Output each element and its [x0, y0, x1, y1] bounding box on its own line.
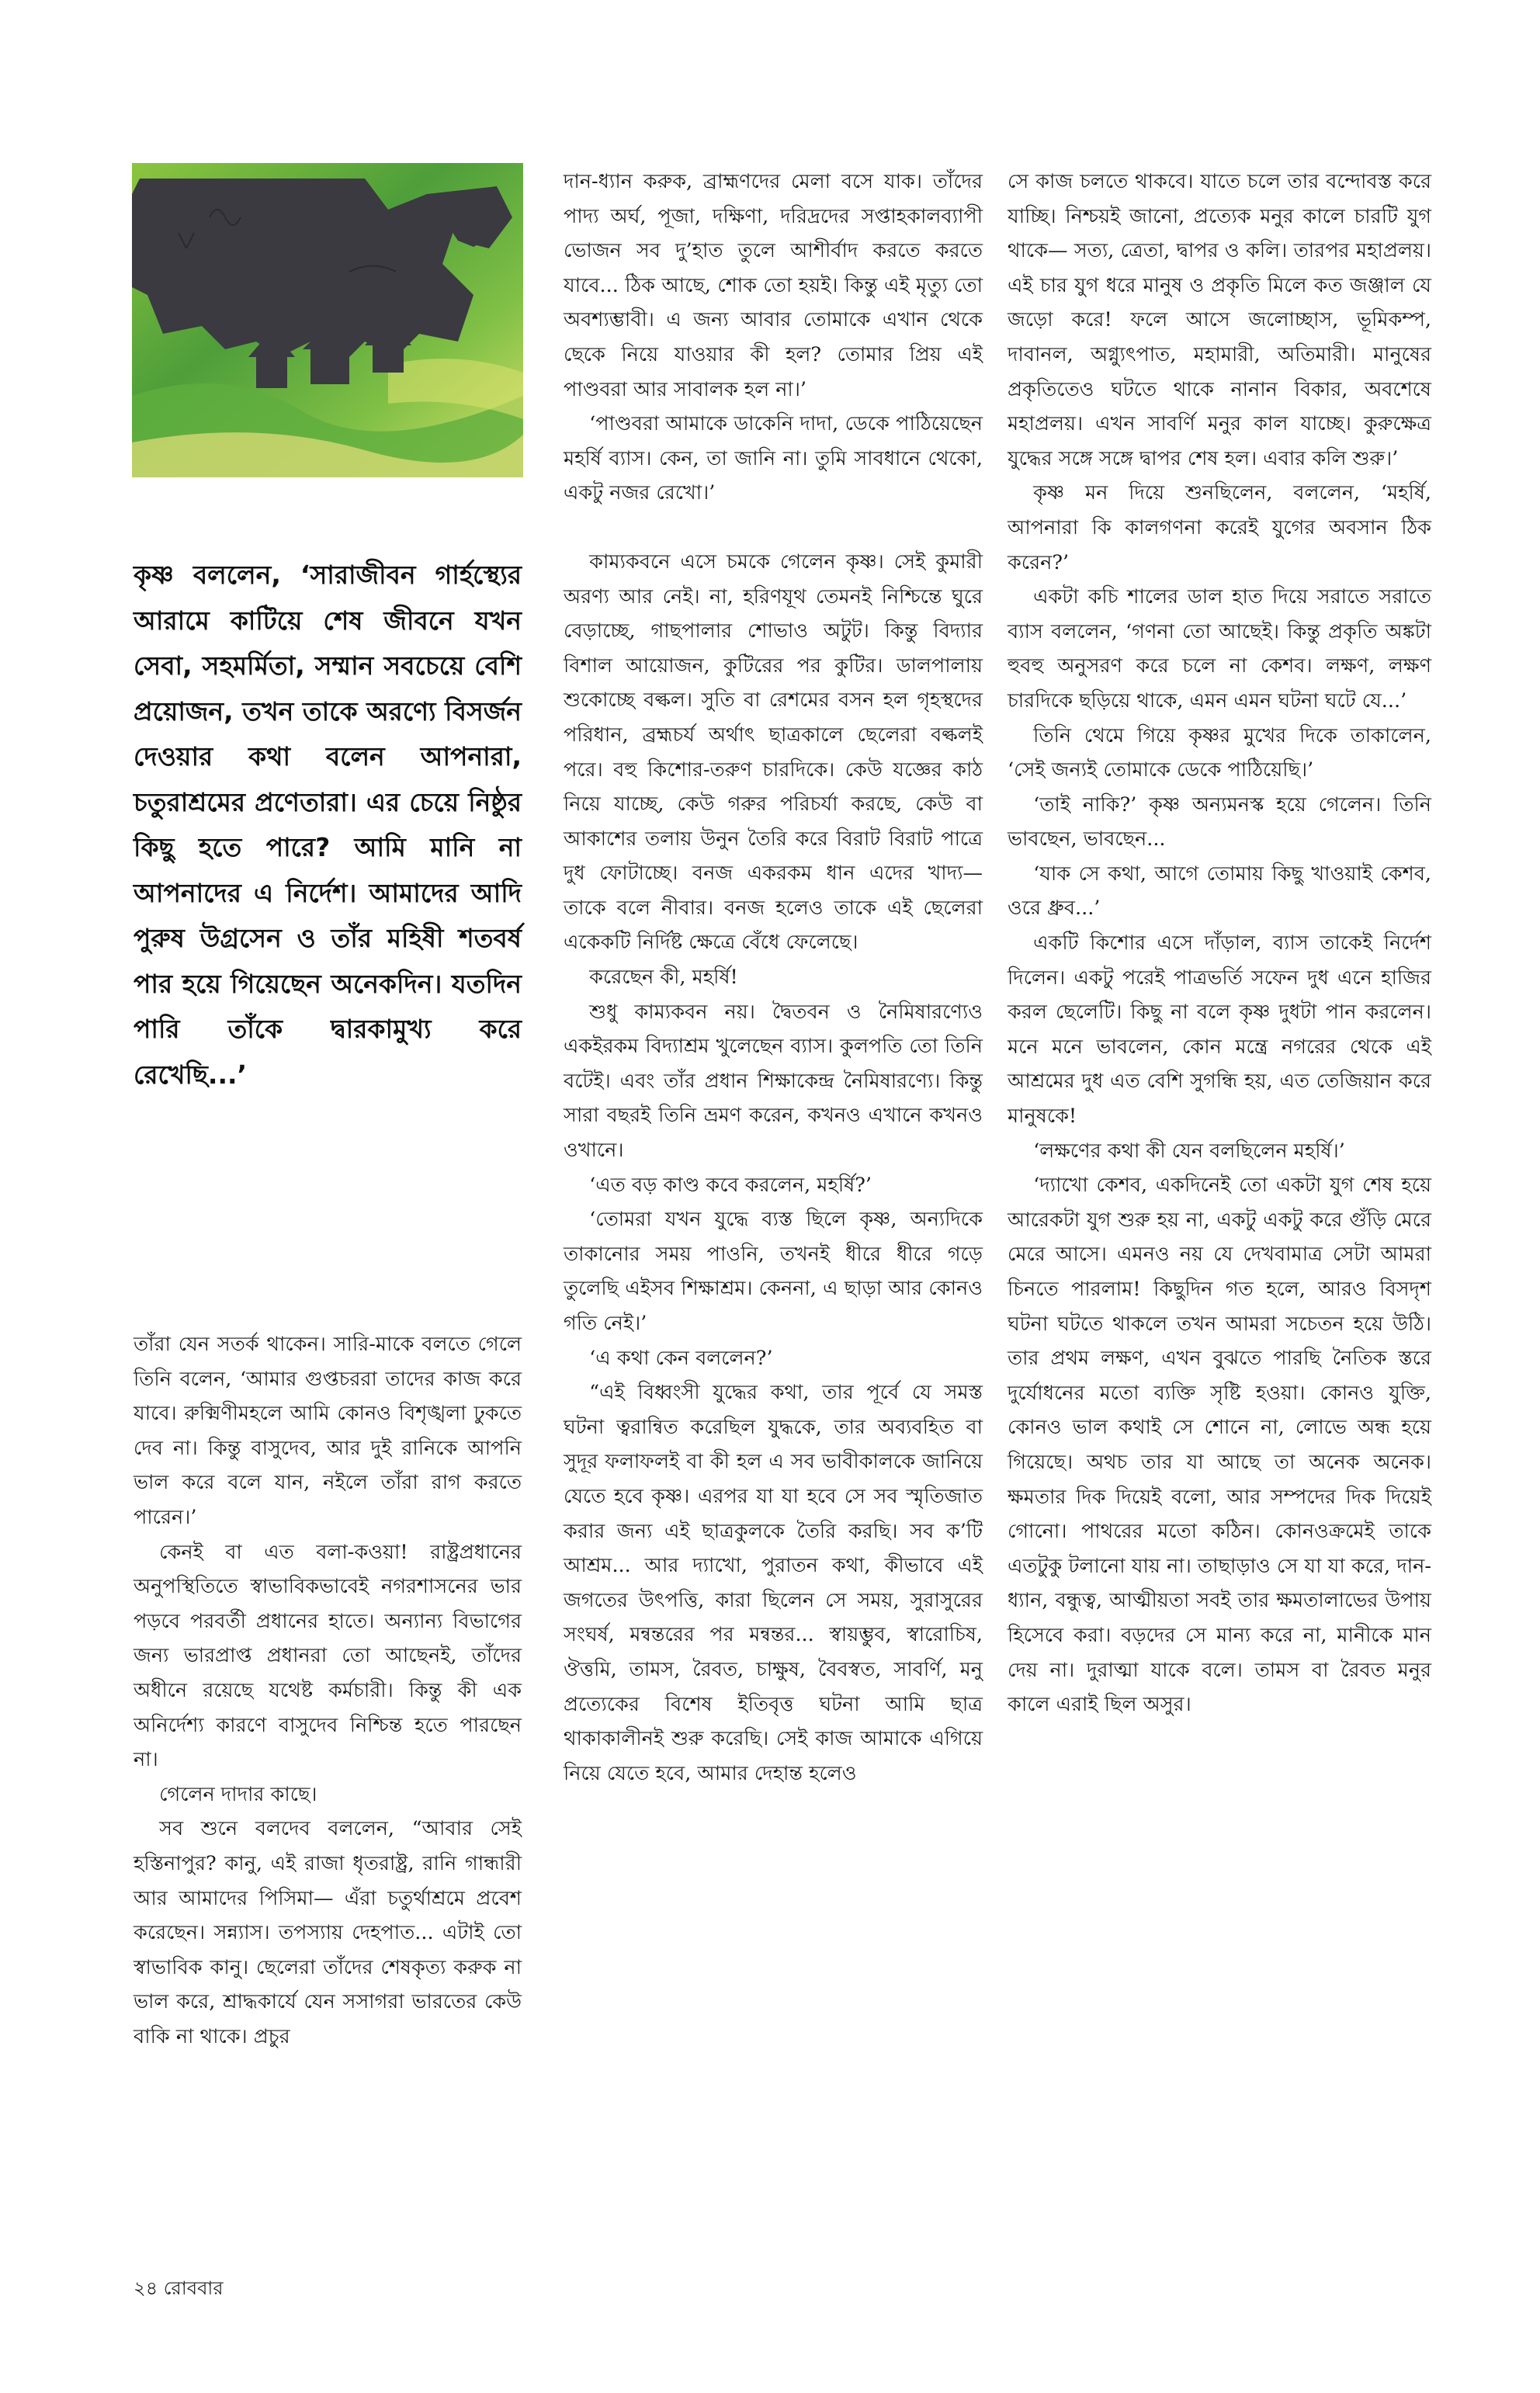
paragraph: ‘এত বড় কাণ্ড কবে করলেন, মহর্ষি?’ [589, 1173, 872, 1197]
collage-painting-icon [132, 163, 523, 477]
paragraph: একটি কিশোর এসে দাঁড়াল, ব্যাস তাকেই নির্দেশ দিলেন। একটু পরেই পাত্রভর্তি সফেন দুধ এনে হাজির করল ছেলেটি। কিছু না বলে কৃষ্ণ দুধটা পান করলেন। মনে মনে ভাবলেন, কোন মন্ত্রে নগরের থেকে এই আশ্রমের দুধ এত বেশি সুগন্ধি হয়, এত তেজিয়ান করে মানুষকে! [1008, 931, 1431, 1129]
paragraph: ‘তোমরা যখন যুদ্ধে ব্যস্ত ছিলে কৃষ্ণ, অন্যদিকে তাকানোর সময় পাওনি, তখনই ধীরে ধীরে গড়ে তুলেছি এইসব শিক্ষাশ্রম। কেননা, এ ছাড়া আর কোনও গতি নেই।’ [564, 1208, 983, 1335]
paragraph: সব শুনে বলদেব বললেন, “আবার সেই হস্তিনাপুর? কানু, এই রাজা ধৃতরাষ্ট্র, রানি গান্ধারী আর আমাদের পিসিমা— এঁরা চতুর্থাশ্রমে প্রবেশ করেছেন। সন্ন্যাস। তপস্যায় দেহপাত... এটাই তো স্বাভাবিক কানু। ছেলেরা তাঁদের শেষকৃত্য করুক না ভাল করে, শ্রাদ্ধকার্যে যেন সসাগরা ভারতের কেউ বাকি না থাকে। প্রচুর [134, 1817, 522, 2048]
paragraph: তাঁরা যেন সতর্ক থাকেন। সারি-মাকে বলতে গেলে তিনি বলেন, ‘আমার গুপ্তচররা তাদের কাজ করে যাবে। রুক্মিণীমহলে আমি কোনও বিশৃঙ্খলা ঢুকতে দেব না। কিন্তু বাসুদেব, আর দুই রানিকে আপনি ভাল করে বলে যান, নইলে তাঁরা রাগ করতে পারেন।’ [134, 1333, 522, 1529]
article-column-1 [134, 1327, 522, 2054]
paragraph: কৃষ্ণ মন দিয়ে শুনছিলেন, বললেন, ‘মহর্ষি, আপনারা কি কালগণনা করেই যুগের অবসান ঠিক করেন?’ [1008, 481, 1431, 574]
article-column-2 [564, 165, 983, 1791]
paragraph: দান-ধ্যান করুক, ব্রাহ্মণদের মেলা বসে যাক। তাঁদের পাদ্য অর্ঘ, পূজা, দক্ষিণা, দরিদ্রদের সপ্তাহকালব্যাপী ভোজন সব দু’হাত তুলে আশীর্বাদ করতে করতে যাবে... ঠিক আছে, শোক তো হয়ই। কিন্তু এই মৃত্যু তো অবশ্যম্ভাবী। এ জন্য আবার তোমাকে এখান থেকে ছেকে নিয়ে যাওয়ার কী হল? তোমার প্রিয় এই পাণ্ডবরা আর সাবালক হল না।’ [564, 170, 983, 401]
paragraph: তিনি থেমে গিয়ে কৃষ্ণর মুখের দিকে তাকালেন, ‘সেই জন্যই তোমাকে ডেকে পাঠিয়েছি।’ [1008, 723, 1431, 782]
paragraph: কেনই বা এত বলা-কওয়া! রাষ্ট্রপ্রধানের অনুপস্থিতিতে স্বাভাবিকভাবেই নগরশাসনের ভার পড়বে পরবর্তী প্রধানের হাতে। অন্যান্য বিভাগের জন্য ভারপ্রাপ্ত প্রধানরা তো আছেনই, তাঁদের অধীনে রয়েছে যথেষ্ট কর্মচারী। কিন্তু কী এক অনির্দেশ্য কারণে বাসুদেব নিশ্চিন্ত হতে পারছেন না। [134, 1540, 522, 1772]
paragraph: সে কাজ চলতে থাকবে। যাতে চলে তার বন্দোবস্ত করে যাচ্ছি। নিশ্চয়ই জানো, প্রত্যেক মনুর কালে চারটি যুগ থাকে— সত্য, ত্রেতা, দ্বাপর ও কলি। তারপর মহাপ্রলয়। এই চার যুগ ধরে মানুষ ও প্রকৃতি মিলে কত জঞ্জাল যে জড়ো করে! ফলে আসে জলোচ্ছাস, ভূমিকম্প, দাবানল, অগ্ন্যুৎপাত, মহামারী, অতিমারী। মানুষের প্রকৃতিতেও ঘটতে থাকে নানান বিকার, অবশেষে মহাপ্রলয়। এখন সাবর্ণি মনুর কাল যাচ্ছে। কুরুক্ষেত্র যুদ্ধের সঙ্গে সঙ্গে দ্বাপর শেষ হল। এবার কলি শুরু।’ [1008, 170, 1431, 470]
paragraph: ‘পাণ্ডবরা আমাকে ডাকেনি দাদা, ডেকে পাঠিয়েছেন মহর্ষি ব্যাস। কেন, তা জানি না। তুমি সাবধানে থেকো, একটু নজর রেখো।’ [564, 412, 983, 505]
paragraph: একটা কচি শালের ডাল হাত দিয়ে সরাতে সরাতে ব্যাস বললেন, ‘গণনা তো আছেই। কিন্তু প্রকৃতি অঙ্কটা হুবহু অনুসরণ করে চলে না কেশব। লক্ষণ, লক্ষণ চারদিকে ছড়িয়ে থাকে, এমন এমন ঘটনা ঘটে যে...’ [1008, 585, 1431, 713]
paragraph: শুধু কাম্যকবন নয়। দ্বৈতবন ও নৈমিষারণ্যেও একইরকম বিদ্যাশ্রম খুলেছেন ব্যাস। কুলপতি তো তিনি বটেই। এবং তাঁর প্রধান শিক্ষাকেন্দ্র নৈমিষারণ্যে। কিন্তু সারা বছরই তিনি ভ্রমণ করেন, কখনও এখানে কখনও ওখানে। [564, 1000, 983, 1163]
page-footer: ২৪ রোববার [134, 2277, 224, 2299]
paragraph: ‘এ কথা কেন বললেন?’ [589, 1346, 773, 1370]
collage-illustration [132, 163, 523, 477]
paragraph: “এই বিধ্বংসী যুদ্ধের কথা, তার পূর্বে যে সমস্ত ঘটনা ত্বরান্বিত করেছিল যুদ্ধকে, তার অব্যবহিত বা সুদূর ফলাফলই বা কী হল এ সব ভাবীকালকে জানিয়ে যেতে হবে কৃষ্ণ। এরপর যা যা হবে সে সব স্মৃতিজাত করার জন্য এই ছাত্রকুলকে তৈরি করছি। সব ক’টি আশ্রম... আর দ্যাখো, পুরাতন কথা, কীভাবে এই জগতের উৎপত্তি, কারা ছিলেন সে সময়, সুরাসুরের সংঘর্ষ, মন্বন্তরের পর মন্বন্তর... স্বায়ম্ভুব, স্বারোচিষ, ঔত্তমি, তামস, রৈবত, চাক্ষুষ, বৈবস্বত, সাবর্ণি, মনু প্রত্যেকের বিশেষ ইতিবৃত্ত ঘটনা আমি ছাত্র থাকাকালীনই শুরু করেছি। সেই কাজ আমাকে এগিয়ে নিয়ে যেতে হবে, আমার দেহান্ত হলেও [564, 1381, 983, 1785]
paragraph: ‘যাক সে কথা, আগে তোমায় কিছু খাওয়াই কেশব, ওরে ধ্রুব...’ [1008, 862, 1431, 921]
pull-quote: কৃষ্ণ বললেন, ‘সারাজীবন গার্হস্থ্যের আরামে কাটিয়ে শেষ জীবনে যখন সেবা, সহমর্মিতা, সম্মান সবচেয়ে বেশি প্রয়োজন, তখন তাকে অরণ্যে বিসর্জন দেওয়ার কথা বলেন আপনারা, চতুরাশ্রমের প্রণেতারা। এর চেয়ে নিষ্ঠুর কিছু হতে পারে? আমি মানি না আপনাদের এ নির্দেশ। আমাদের আদি পুরুষ উগ্রসেন ও তাঁর মহিষী শতবর্ষ পার হয়ে গিয়েছেন অনেকদিন। যতদিন পারি তাঁকে দ্বারকামুখ্য করে রেখেছি...’ [134, 560, 522, 1090]
paragraph: ‘দ্যাখো কেশব, একদিনেই তো একটা যুগ শেষ হয়ে আরেকটা যুগ শুরু হয় না, একটু একটু করে গুঁড়ি মেরে মেরে আসে। এমনও নয় যে দেখবামাত্র সেটা আমরা চিনতে পারলাম! কিছুদিন গত হলে, আরও বিসদৃশ ঘটনা ঘটতে থাকলে তখন আমরা সচেতন হয়ে উঠি। তার প্রথম লক্ষণ, এখন বুঝতে পারছি নৈতিক স্তরে দুর্যোধনের মতো ব্যক্তি সৃষ্টি হওয়া। কোনও যুক্তি, কোনও ভাল কথাই সে শোনে না, লোভে অন্ধ হয়ে গিয়েছে। অথচ তার যা আছে তা অনেক অনেক। ক্ষমতার দিক দিয়েই বলো, আর সম্পদের দিক দিয়েই গোনো। পাথরের মতো কঠিন। কোনওক্রমেই তাকে এতটুকু টলানো যায় না। তাছাড়াও সে যা যা করে, দান-ধ্যান, বন্ধুত্ব, আত্মীয়তা সবই তার ক্ষমতালাভের উপায় হিসেবে করা। বড়দের সে মান্য করে না, মানীকে মান দেয় না। দুরাত্মা যাকে বলে। তামস বা রৈবত মনুর কালে এরাই ছিল অসুর। [1008, 1174, 1431, 1717]
paragraph: কাম্যকবনে এসে চমকে গেলেন কৃষ্ণ। সেই কুমারী অরণ্য আর নেই। না, হরিণযূথ তেমনই নিশ্চিন্তে ঘুরে বেড়াচ্ছে, গাছপালার শোভাও অটুট। কিন্তু বিদ্যার বিশাল আয়োজন, কুটিরের পর কুটির। ডালপালায় শুকোচ্ছে বল্কল। সুতি বা রেশমের বসন হল গৃহস্থদের পরিধান, ব্রহ্মচর্য অর্থাৎ ছাত্রকালে ছেলেরা বল্কলই পরে। বহু কিশোর-তরুণ চারদিকে। কেউ যজ্ঞের কাঠ নিয়ে যাচ্ছে, কেউ গরুর পরিচর্যা করছে, কেউ বা আকাশের তলায় উনুন তৈরি করে বিরাট বিরাট পাত্রে দুধ ফোটাচ্ছে। বনজ একরকম ধান এদের খাদ্য— তাকে বলে নীবার। বনজ হলেও তাকে এই ছেলেরা একেকটি নির্দিষ্ট ক্ষেত্রে বেঁধে ফেলেছে। [564, 550, 983, 955]
article-column-3 [1008, 165, 1431, 1722]
paragraph: করেছেন কী, মহর্ষি! [589, 966, 738, 990]
paragraph: গেলেন দাদার কাছে। [159, 1782, 317, 1806]
paragraph: ‘তাই নাকি?’ কৃষ্ণ অন্যমনস্ক হয়ে গেলেন। তিনি ভাবছেন, ভাবছেন... [1008, 792, 1431, 851]
paragraph: ‘লক্ষণের কথা কী যেন বলছিলেন মহর্ষি।’ [1033, 1139, 1345, 1163]
